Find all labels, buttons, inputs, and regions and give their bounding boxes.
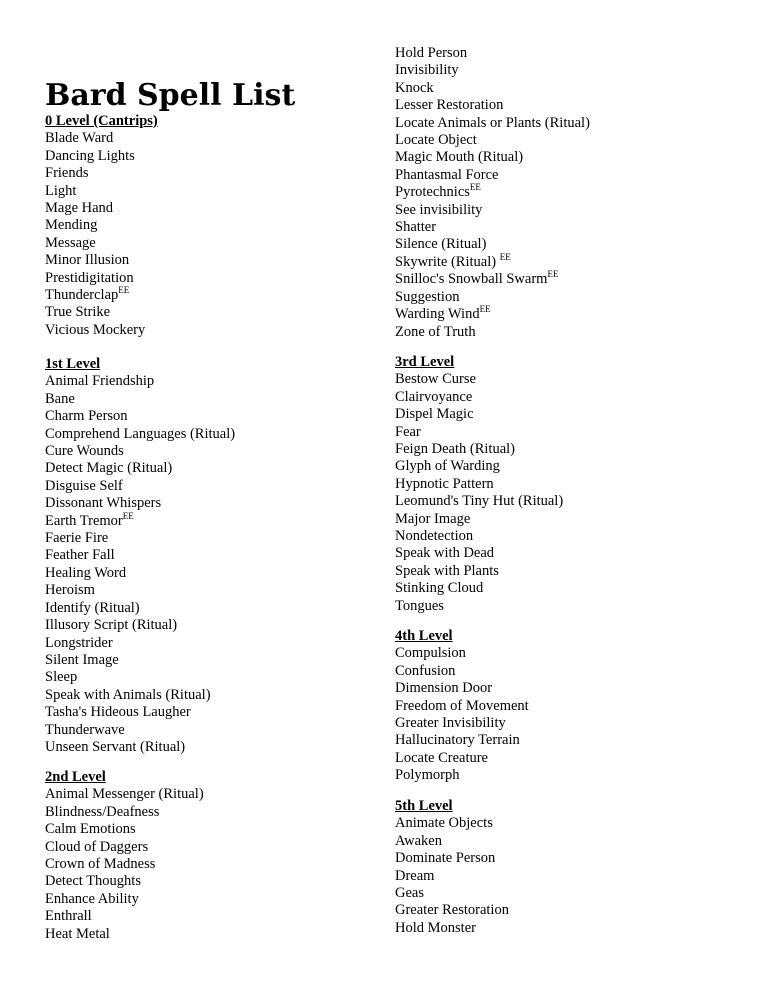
spell-name: Cloud of Daggers — [45, 838, 149, 855]
spell-name: Detect Magic (Ritual) — [45, 460, 173, 477]
spell-item — [395, 493, 755, 510]
spell-item — [395, 80, 755, 97]
spell-name: Compulsion — [395, 645, 466, 662]
spell-item — [45, 722, 365, 739]
spell-name: Speak with Animals (Ritual) — [45, 686, 211, 703]
spell-name: Animal Friendship — [45, 373, 155, 390]
spell-item — [45, 443, 365, 460]
spell-item — [45, 617, 365, 634]
spell-name: Healing Word — [45, 564, 127, 581]
spell-name: Nondetection — [395, 528, 474, 545]
spell-item — [395, 511, 755, 528]
spell-name: Clairvoyance — [395, 388, 473, 405]
section-heading-5th-level: 5th Level — [395, 798, 453, 814]
spell-name: Heat Metal — [45, 925, 110, 942]
spell-item — [395, 732, 755, 749]
spell-name: Enthrall — [45, 908, 92, 925]
spell-item — [395, 236, 755, 253]
spell-name: Light — [45, 182, 77, 199]
spell-name: Hold Monster — [395, 919, 476, 936]
spell-item — [45, 547, 365, 564]
spell-name: Vicious Mockery — [45, 321, 146, 338]
spell-item — [45, 495, 365, 512]
spell-item — [395, 149, 755, 166]
spell-name: Blindness/Deafness — [45, 803, 160, 820]
spell-name: Bane — [45, 390, 75, 407]
spell-item — [395, 885, 755, 902]
spell-item — [395, 62, 755, 79]
spell-item — [395, 441, 755, 458]
spell-item — [395, 767, 755, 784]
spell-item — [395, 45, 755, 62]
spell-item — [45, 856, 365, 873]
source-superscript: EE — [122, 510, 134, 521]
spell-item — [395, 698, 755, 715]
spell-item — [45, 704, 365, 721]
spell-item — [395, 598, 755, 615]
section-4th-level — [395, 628, 755, 785]
spell-list-1st-level — [45, 373, 365, 756]
spell-item — [45, 322, 365, 339]
spell-name: Earth Tremor — [45, 512, 123, 529]
spell-name: Magic Mouth (Ritual) — [395, 149, 524, 166]
spell-list-2nd-level-continued — [395, 45, 755, 341]
spell-item — [395, 389, 755, 406]
spell-item — [45, 304, 365, 321]
spell-item — [45, 408, 365, 425]
spell-item — [45, 183, 365, 200]
spell-list-cantrips — [45, 130, 365, 339]
spell-item — [45, 873, 365, 890]
spell-item — [45, 739, 365, 756]
spell-name: Greater Invisibility — [395, 715, 506, 732]
spell-item — [45, 530, 365, 547]
spell-name: Silence (Ritual) — [395, 236, 487, 253]
source-superscript: EE — [499, 251, 511, 262]
spell-item — [395, 115, 755, 132]
spell-item — [45, 460, 365, 477]
spell-name: Suggestion — [395, 288, 460, 305]
spell-name: Calm Emotions — [45, 821, 136, 838]
spell-item — [395, 833, 755, 850]
spell-name: Heroism — [45, 582, 95, 599]
spell-name: Polymorph — [395, 767, 460, 784]
source-superscript: EE — [547, 269, 559, 280]
spell-item — [395, 458, 755, 475]
spell-item — [395, 306, 755, 323]
spell-name: Locate Animals or Plants (Ritual) — [395, 114, 590, 131]
section-heading-1st-level: 1st Level — [45, 356, 101, 372]
spell-item — [45, 391, 365, 408]
section-2nd-level — [45, 769, 365, 943]
spell-list-3rd-level — [395, 371, 755, 615]
spell-item — [45, 130, 365, 147]
spell-name: Dissonant Whispers — [45, 495, 162, 512]
spell-name: Locate Object — [395, 132, 477, 149]
spell-name: Longstrider — [45, 634, 113, 651]
spell-name: Bestow Curse — [395, 371, 476, 388]
spell-name: Message — [45, 234, 96, 251]
spell-name: Leomund's Tiny Hut (Ritual) — [395, 493, 564, 510]
spell-name: Locate Creature — [395, 749, 488, 766]
spell-item — [45, 669, 365, 686]
spell-name: Animate Objects — [395, 815, 493, 832]
spell-name: Dancing Lights — [45, 147, 135, 164]
spell-item — [45, 582, 365, 599]
spell-name: Geas — [395, 885, 424, 902]
spell-name: Feather Fall — [45, 547, 115, 564]
source-superscript: EE — [479, 304, 491, 315]
spell-item — [45, 426, 365, 443]
spell-name: Silent Image — [45, 651, 119, 668]
spell-item — [395, 920, 755, 937]
spell-name: Tasha's Hideous Laugher — [45, 704, 191, 721]
spell-item — [395, 97, 755, 114]
spell-item — [45, 786, 365, 803]
spell-item — [395, 850, 755, 867]
spell-name: Greater Restoration — [395, 902, 509, 919]
spell-item — [45, 804, 365, 821]
spell-name: Speak with Dead — [395, 545, 495, 562]
spell-name: Identify (Ritual) — [45, 599, 140, 616]
spell-item — [45, 217, 365, 234]
spell-item — [45, 235, 365, 252]
spell-name: Pyrotechnics — [395, 184, 470, 201]
spell-list-5th-level — [395, 815, 755, 937]
spell-item — [395, 324, 755, 341]
spell-name: Charm Person — [45, 408, 128, 425]
spell-name: Warding Wind — [395, 306, 480, 323]
spell-name: Thunderclap — [45, 287, 119, 304]
spell-name: Sleep — [45, 669, 78, 686]
spell-item — [45, 908, 365, 925]
spell-item — [45, 200, 365, 217]
spell-name: Confusion — [395, 662, 456, 679]
spell-name: Dominate Person — [395, 850, 496, 867]
spell-name: Glyph of Warding — [395, 458, 500, 475]
spell-item — [395, 406, 755, 423]
section-3rd-level — [395, 354, 755, 615]
spell-item — [45, 510, 365, 530]
spell-name: Dispel Magic — [395, 406, 474, 423]
spell-name: Freedom of Movement — [395, 697, 529, 714]
spell-name: Mending — [45, 217, 98, 234]
spell-name: Hallucinatory Terrain — [395, 732, 520, 749]
spell-name: Hold Person — [395, 45, 468, 61]
section-cantrips — [45, 113, 365, 339]
spell-item — [395, 750, 755, 767]
spell-item — [45, 891, 365, 908]
spell-list-2nd-level — [45, 786, 365, 943]
spell-item — [395, 680, 755, 697]
spell-item — [395, 528, 755, 545]
spell-item — [395, 545, 755, 562]
spell-item — [45, 148, 365, 165]
spell-name: Crown of Madness — [45, 856, 156, 873]
spell-name: Unseen Servant (Ritual) — [45, 738, 186, 755]
spell-item — [395, 424, 755, 441]
source-superscript: EE — [118, 285, 130, 296]
spell-name: Enhance Ability — [45, 890, 139, 907]
spell-item — [395, 271, 755, 288]
spell-name: Detect Thoughts — [45, 873, 141, 890]
section-heading-cantrips: 0 Level (Cantrips) — [45, 113, 158, 129]
spell-name: Cure Wounds — [45, 443, 124, 460]
spell-item — [45, 687, 365, 704]
section-1st-level — [45, 356, 365, 756]
spell-name: Illusory Script (Ritual) — [45, 617, 178, 634]
spell-name: See invisibility — [395, 201, 483, 218]
spell-item — [45, 821, 365, 838]
spell-list-4th-level — [395, 645, 755, 784]
spell-name: Knock — [395, 79, 434, 96]
spell-name: Awaken — [395, 832, 442, 849]
spell-item — [395, 371, 755, 388]
spell-name: Lesser Restoration — [395, 97, 504, 114]
spell-name: Fear — [395, 423, 421, 440]
page-title: Bard Spell List — [45, 78, 296, 113]
spell-name: Zone of Truth — [395, 323, 476, 340]
spell-name: Faerie Fire — [45, 530, 109, 547]
spell-item — [45, 478, 365, 495]
spell-item — [395, 251, 755, 271]
spell-name: Snilloc's Snowball Swarm — [395, 271, 548, 288]
spell-item — [395, 219, 755, 236]
section-heading-3rd-level: 3rd Level — [395, 354, 455, 370]
spell-name: Skywrite (Ritual) — [395, 253, 500, 270]
spell-name: Dream — [395, 867, 435, 884]
spell-item — [395, 645, 755, 662]
spell-item — [45, 565, 365, 582]
spell-name: Major Image — [395, 510, 471, 527]
spell-item — [395, 868, 755, 885]
spell-name: Mage Hand — [45, 200, 114, 217]
spell-name: Disguise Self — [45, 477, 123, 494]
section-5th-level — [395, 798, 755, 937]
spell-item — [45, 652, 365, 669]
spell-item — [395, 476, 755, 493]
spell-item — [45, 252, 365, 269]
spell-item — [45, 600, 365, 617]
section-2nd-level-continued — [395, 45, 755, 341]
spell-name: Shatter — [395, 219, 437, 236]
spell-item — [395, 202, 755, 219]
spell-name: Tongues — [395, 597, 444, 614]
spell-name: Feign Death (Ritual) — [395, 441, 516, 458]
spell-item — [45, 635, 365, 652]
spell-name: Minor Illusion — [45, 252, 130, 269]
spell-item — [395, 289, 755, 306]
spell-name: Thunderwave — [45, 721, 125, 738]
spell-item — [395, 715, 755, 732]
spell-name: Blade Ward — [45, 130, 114, 147]
spell-name: Invisibility — [395, 62, 459, 79]
spell-item — [45, 839, 365, 856]
spell-item — [395, 563, 755, 580]
spell-name: Friends — [45, 165, 89, 182]
spell-name: Stinking Cloud — [395, 580, 484, 597]
spell-name: True Strike — [45, 304, 111, 321]
spell-name: Dimension Door — [395, 680, 493, 697]
spell-item — [395, 167, 755, 184]
spell-item — [45, 165, 365, 182]
spell-item — [45, 373, 365, 390]
source-superscript: EE — [469, 182, 481, 193]
spell-name: Hypnotic Pattern — [395, 475, 494, 492]
spell-name: Speak with Plants — [395, 562, 499, 579]
spell-item — [395, 663, 755, 680]
section-heading-4th-level: 4th Level — [395, 628, 453, 644]
spell-item — [395, 815, 755, 832]
spell-item — [395, 184, 755, 201]
spell-name: Prestidigitation — [45, 269, 134, 286]
spell-name: Phantasmal Force — [395, 166, 499, 183]
spell-name: Comprehend Languages (Ritual) — [45, 425, 236, 442]
spell-item — [395, 132, 755, 149]
section-heading-2nd-level: 2nd Level — [45, 769, 106, 785]
spell-item — [45, 926, 365, 943]
spell-item — [45, 270, 365, 287]
spell-item — [395, 902, 755, 919]
spell-item — [45, 287, 365, 304]
spell-item — [395, 580, 755, 597]
spell-name: Animal Messenger (Ritual) — [45, 786, 204, 803]
